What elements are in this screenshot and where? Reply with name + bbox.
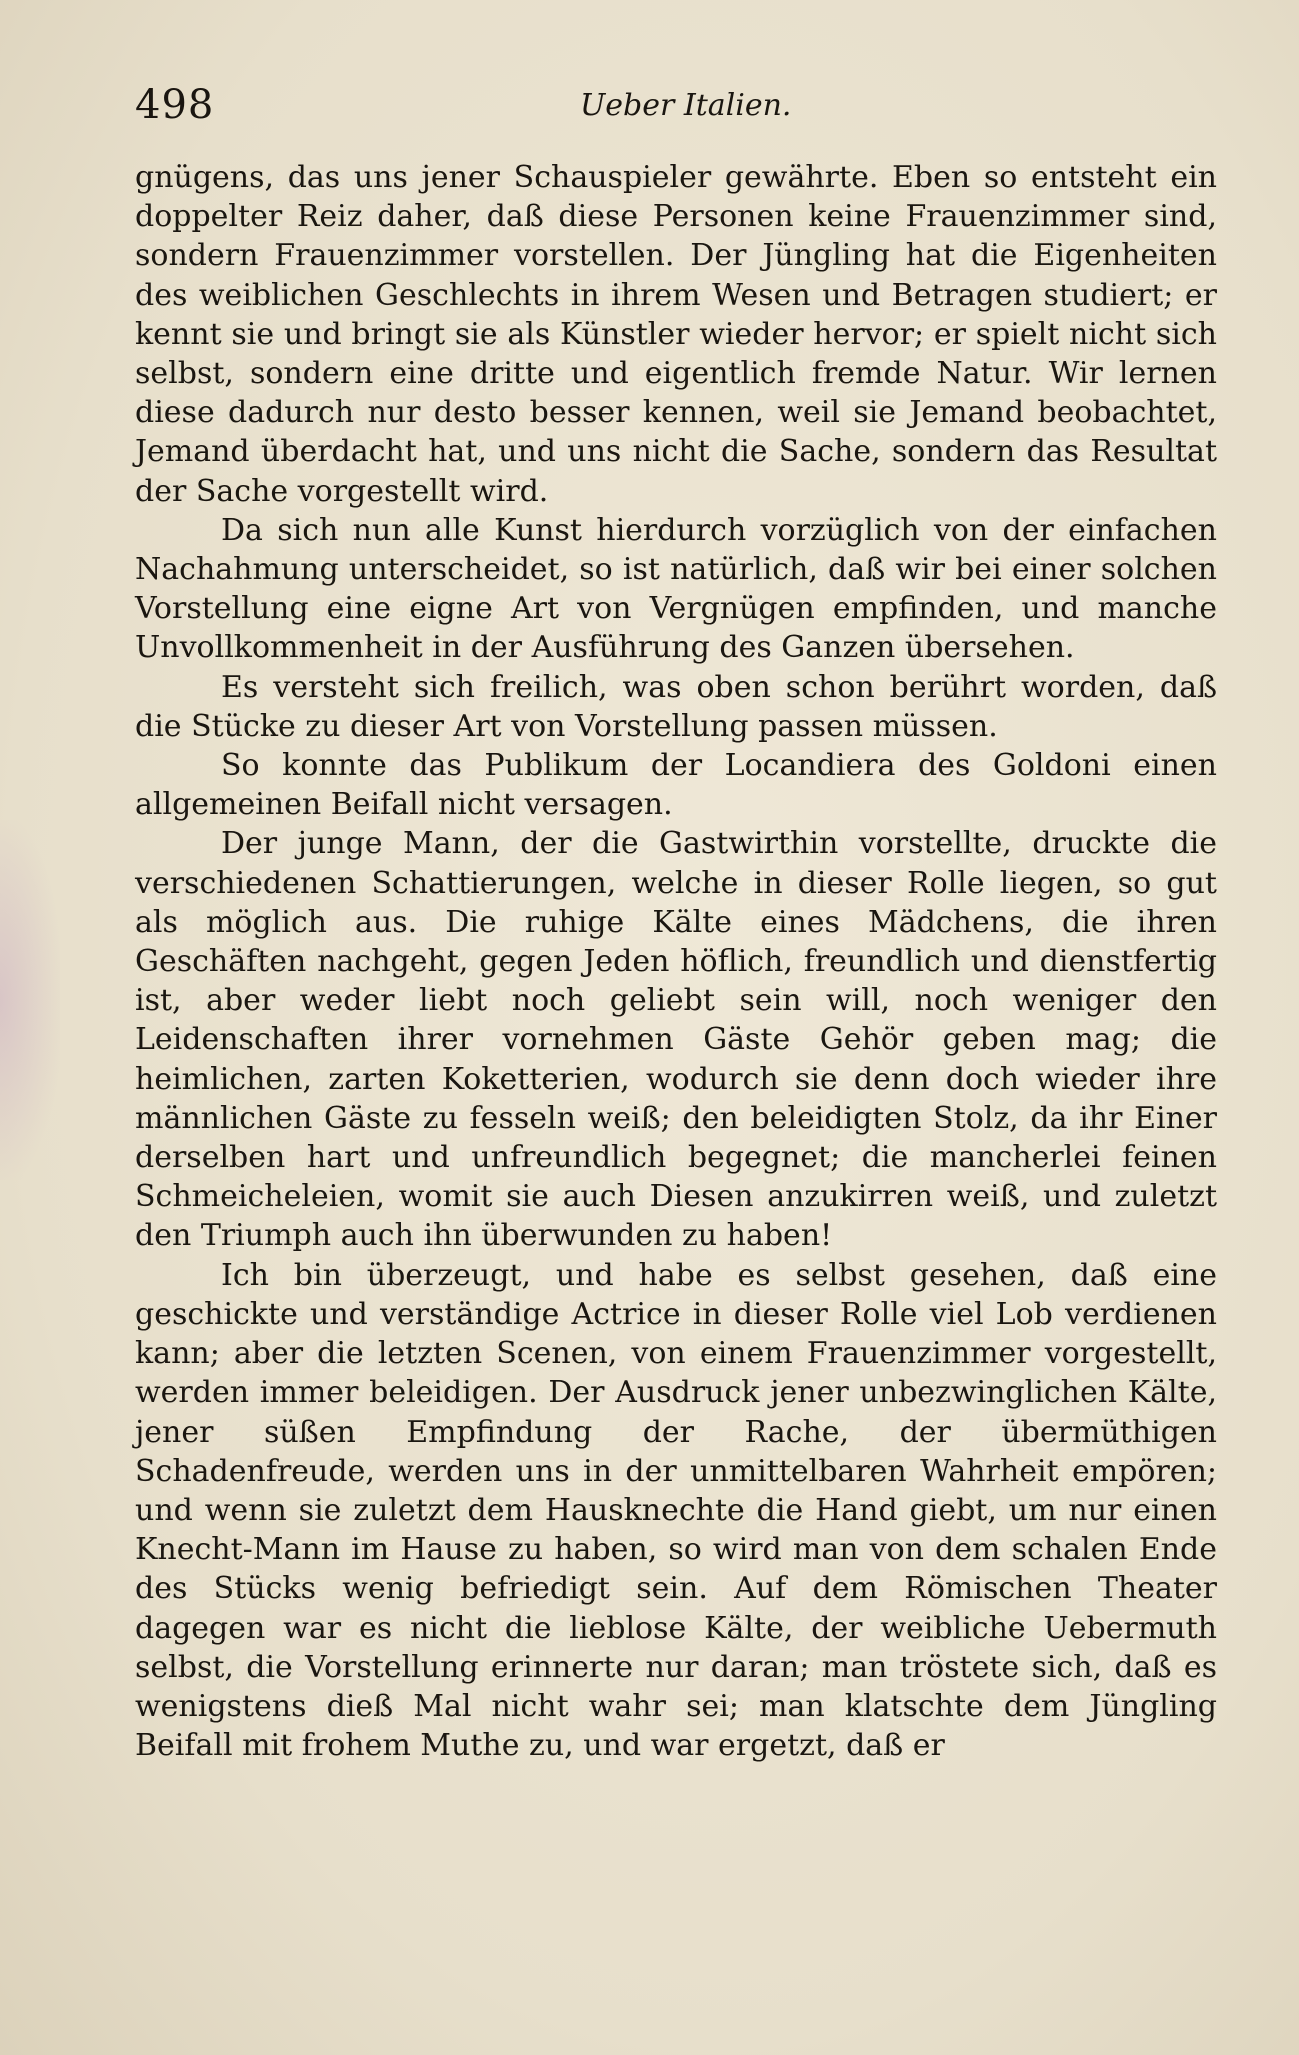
- running-title: Ueber Italien.: [580, 88, 792, 123]
- body-text: [135, 158, 1217, 1765]
- paragraph-6: Ich bin überzeugt, und habe es selbst gesehen, daß eine geschickte und verständige Actrice in dieser Rolle viel Lob verdienen kann; aber die letzten Scenen, von einem Frauenzimmer vorgestellt, werden immer beleidigen. Der Ausdruck jener unbezwinglichen Kälte, jener süßen Empfindung der Rache, der übermüthigen Schadenfreude, werden uns in der unmittelbaren Wahrheit empören; und wenn sie zuletzt dem Hausknechte die Hand giebt, um nur einen Knecht-Mann im Hause zu haben, so wird man von dem schalen Ende des Stücks wenig befriedigt sein. Auf dem Römischen Theater dagegen war es nicht die lieblose Kälte, der weibliche Uebermuth selbst, die Vorstellung erinnerte nur daran; man tröstete sich, daß es wenigstens dieß Mal nicht wahr sei; man klatschte dem Jüngling Beifall mit frohem Muthe zu, und war ergetzt, daß er: [135, 1257, 1217, 1764]
- paragraph-2: Da sich nun alle Kunst hierdurch vorzüglich von der einfachen Nachahmung unterscheidet, so ist natürlich, daß wir bei einer solchen Vorstellung eine eigne Art von Vergnügen empfinden, und manche Unvollkommenheit in der Ausführung des Ganzen übersehen.: [135, 512, 1217, 666]
- paragraph-1: gnügens, das uns jener Schauspieler gewährte. Eben so entsteht ein doppelter Reiz daher, daß diese Personen keine Frauenzimmer sind, sondern Frauenzimmer vorstellen. Der Jüngling hat die Eigenheiten des weiblichen Geschlechts in ihrem Wesen und Betragen studiert; er kennt sie und bringt sie als Künstler wieder hervor; er spielt nicht sich selbst, sondern eine dritte und eigentlich fremde Natur. Wir lernen diese dadurch nur desto besser kennen, weil sie Jemand beobachtet, Jemand überdacht hat, und uns nicht die Sache, sondern das Resultat der Sache vorgestellt wird.: [135, 160, 1217, 509]
- page-number: 498: [135, 82, 215, 128]
- page-header: [135, 82, 1215, 142]
- paper-stain: [0, 820, 60, 1180]
- paragraph-5: Der junge Mann, der die Gastwirthin vorstellte, druckte die verschiedenen Schattierungen, welche in dieser Rolle liegen, so gut als möglich aus. Die ruhige Kälte eines Mädchens, die ihren Geschäften nachgeht, gegen Jeden höflich, freundlich und dienstfertig ist, aber weder liebt noch geliebt sein will, noch weniger den Leidenschaften ihrer vornehmen Gäste Gehör geben mag; die heimlichen, zarten Koketterien, wodurch sie denn doch wieder ihre männlichen Gäste zu fesseln weiß; den beleidigten Stolz, da ihr Einer derselben hart und unfreundlich begegnet; die mancherlei feinen Schmeicheleien, womit sie auch Diesen anzukirren weiß, und zuletzt den Triumph auch ihn überwunden zu haben!: [135, 826, 1217, 1254]
- paragraph-3: Es versteht sich freilich, was oben schon berührt worden, daß die Stücke zu dieser Art von Vorstellung passen müssen.: [135, 669, 1217, 744]
- paragraph-4: So konnte das Publikum der Locandiera des Goldoni einen allgemeinen Beifall nicht versagen.: [135, 748, 1217, 823]
